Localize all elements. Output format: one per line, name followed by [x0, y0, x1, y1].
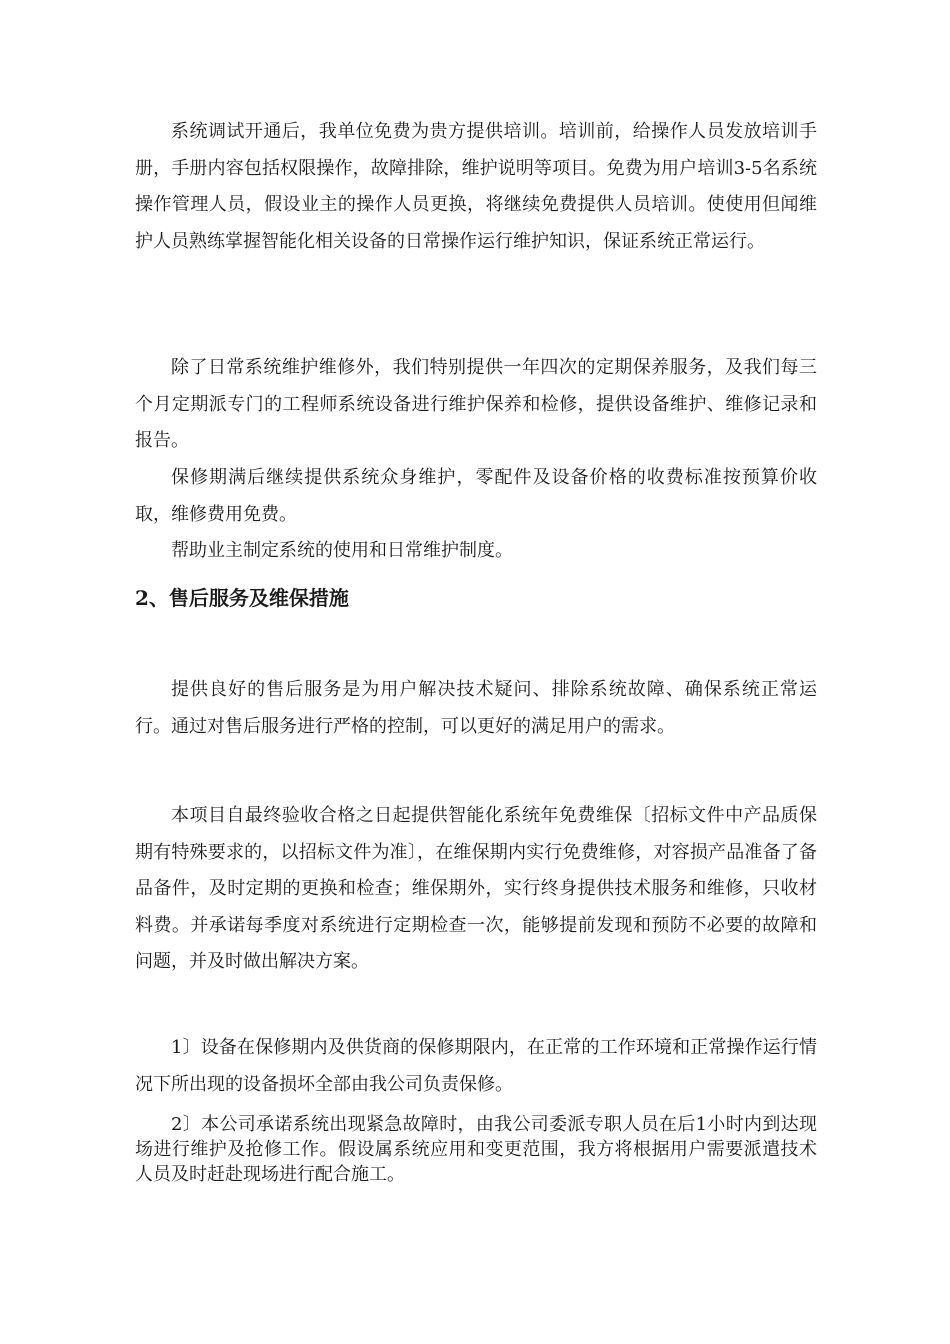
- paragraph-training: 系统调试开通后，我单位免费为贵方提供培训。培训前，给操作人员发放培训手册，手册内容包括权限操作，故障排除，维护说明等项目。免费为用户培训3-5名系统操作管理人员，假设业主的操作人员更换，将继续免费提供人员培训。使使用但闻维护人员熟练掌握智能化相关设备的日常操作运行维护知识，保证系统正常运行。: [135, 121, 817, 252]
- paragraph-after-sales-intro: 提供良好的售后服务是为用户解决技术疑问、排除系统故障、确保系统正常运行。通过对售后服务进行严格的控制，可以更好的满足用户的需求。: [135, 679, 817, 737]
- paragraph-maintenance-system: 帮助业主制定系统的使用和日常维护制度。: [171, 540, 513, 561]
- list-item-2: 2〕本公司承诺系统出现紧急故障时，由我公司委派专职人员在后1小时内到达现场进行维护及抢修工作。假设属系统应用和变更范围，我方将根据用户需要派遣技术人员及时赶赴现场进行配合施工。: [135, 1114, 817, 1185]
- section-heading: 2、售后服务及维保措施: [135, 586, 349, 610]
- paragraph-warranty-terms: 本项目自最终验收合格之日起提供智能化系统年免费维保〔招标文件中产品质保期有特殊要求的，以招标文件为准〕，在维保期内实行免费维修，对容损产品准备了备品备件，及时定期的更换和检查；维保期外，实行终身提供技术服务和维修，只收材料费。并承诺每季度对系统进行定期检查一次，能够提前发现和预防不必要的故障和问题，并及时做出解决方案。: [135, 805, 817, 972]
- list-item-1: 1〕设备在保修期内及供货商的保修期限内，在正常的工作环境和正常操作运行情况下所出现的设备损坏全部由我公司负责保修。: [135, 1037, 817, 1095]
- paragraph-lifetime-maintenance: 保修期满后继续提供系统众身维护，零配件及设备价格的收费标准按预算价收取，维修费用免费。: [135, 467, 817, 525]
- paragraph-periodic-maintenance: 除了日常系统维护维修外，我们特别提供一年四次的定期保养服务，及我们每三个月定期派专门的工程师系统设备进行维护保养和检修，提供设备维护、维修记录和报告。: [135, 357, 817, 451]
